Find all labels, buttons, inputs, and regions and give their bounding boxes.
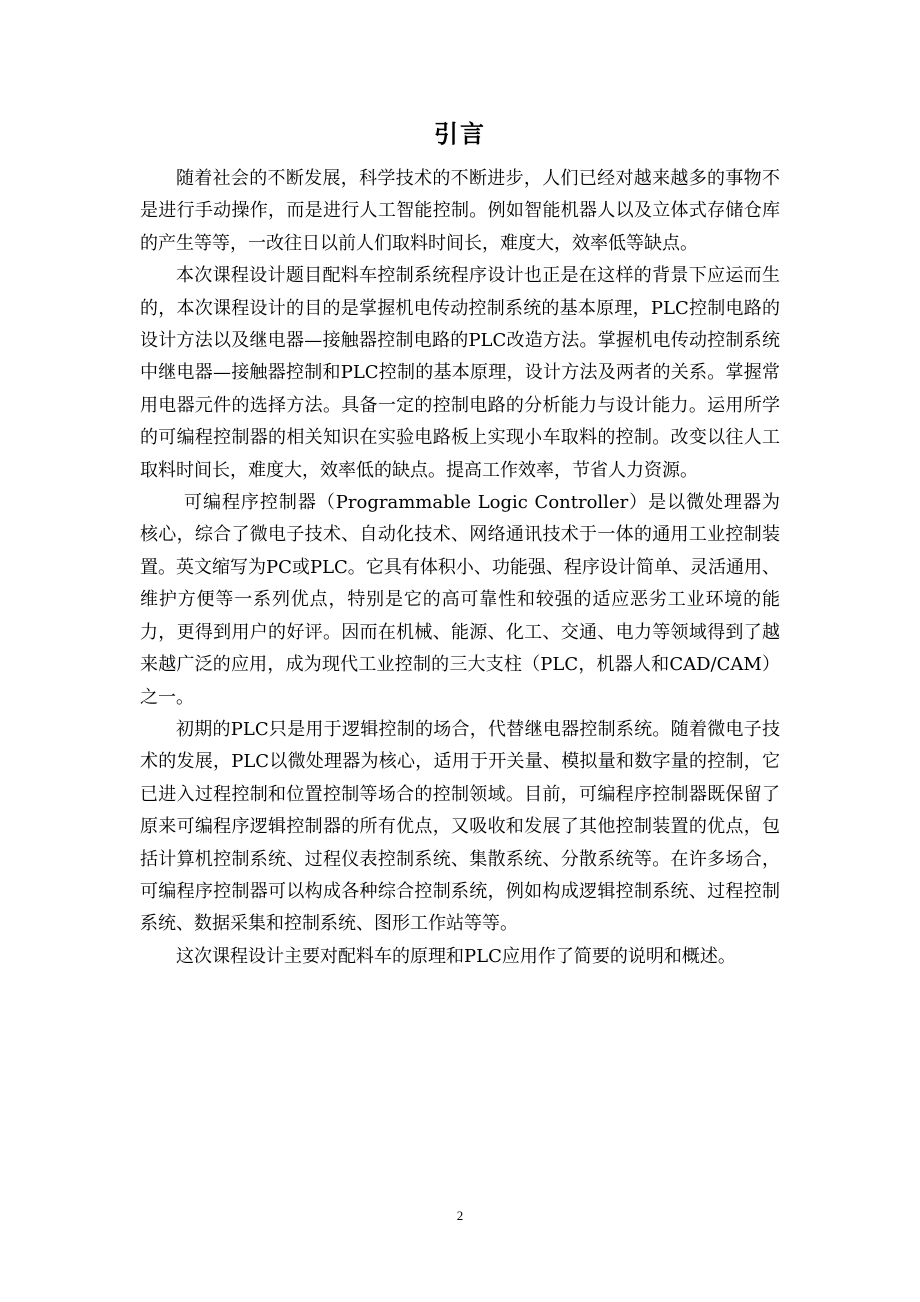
paragraph-3: 可编程序控制器（Programmable Logic Controller）是以微处理器为核心，综合了微电子技术、自动化技术、网络通讯技术于一体的通用工业控制装置。英文缩写为PC或PLC。它具有体积小、功能强、程序设计简单、灵活通用、维护方便等一系列优点，特别是它的高可靠性和较强的适应恶劣工业环境的能力，更得到用户的好评。因而在机械、能源、化工、交通、电力等领域得到了越来越广泛的应用，成为现代工业控制的三大支柱（PLC，机器人和CAD/CAM）之一。 [140,492,780,708]
body-text [140,163,780,973]
paragraph-5: 这次课程设计主要对配料车的原理和PLC应用作了简要的说明和概述。 [176,945,736,967]
page-number: 2 [456,1208,464,1223]
page-title: 引言 [434,120,486,148]
paragraph-2: 本次课程设计题目配料车控制系统程序设计也正是在这样的背景下应运而生的，本次课程设计的目的是掌握机电传动控制系统的基本原理，PLC控制电路的设计方法以及继电器—接触器控制电路的PLC改造方法。掌握机电传动控制系统中继电器—接触器控制和PLC控制的基本原理，设计方法及两者的关系。掌握常用电器元件的选择方法。具备一定的控制电路的分析能力与设计能力。运用所学的可编程控制器的相关知识在实验电路板上实现小车取料的控制。改变以往人工取料时间长，难度大，效率低的缺点。提高工作效率，节省人力资源。 [140,265,780,481]
paragraph-4: 初期的PLC只是用于逻辑控制的场合，代替继电器控制系统。随着微电子技术的发展，PLC以微处理器为核心，适用于开关量、模拟量和数字量的控制，它已进入过程控制和位置控制等场合的控制领域。目前，可编程序控制器既保留了原来可编程序逻辑控制器的所有优点，又吸收和发展了其他控制装置的优点，包括计算机控制系统、过程仪表控制系统、集散系统、分散系统等。在许多场合，可编程序控制器可以构成各种综合控制系统，例如构成逻辑控制系统、过程控制系统、数据采集和控制系统、图形工作站等等。 [140,718,780,935]
paragraph-1: 随着社会的不断发展，科学技术的不断进步，人们已经对越来越多的事物不是进行手动操作，而是进行人工智能控制。例如智能机器人以及立体式存储仓库的产生等等，一改往日以前人们取料时间长，难度大，效率低等缺点。 [140,168,780,254]
